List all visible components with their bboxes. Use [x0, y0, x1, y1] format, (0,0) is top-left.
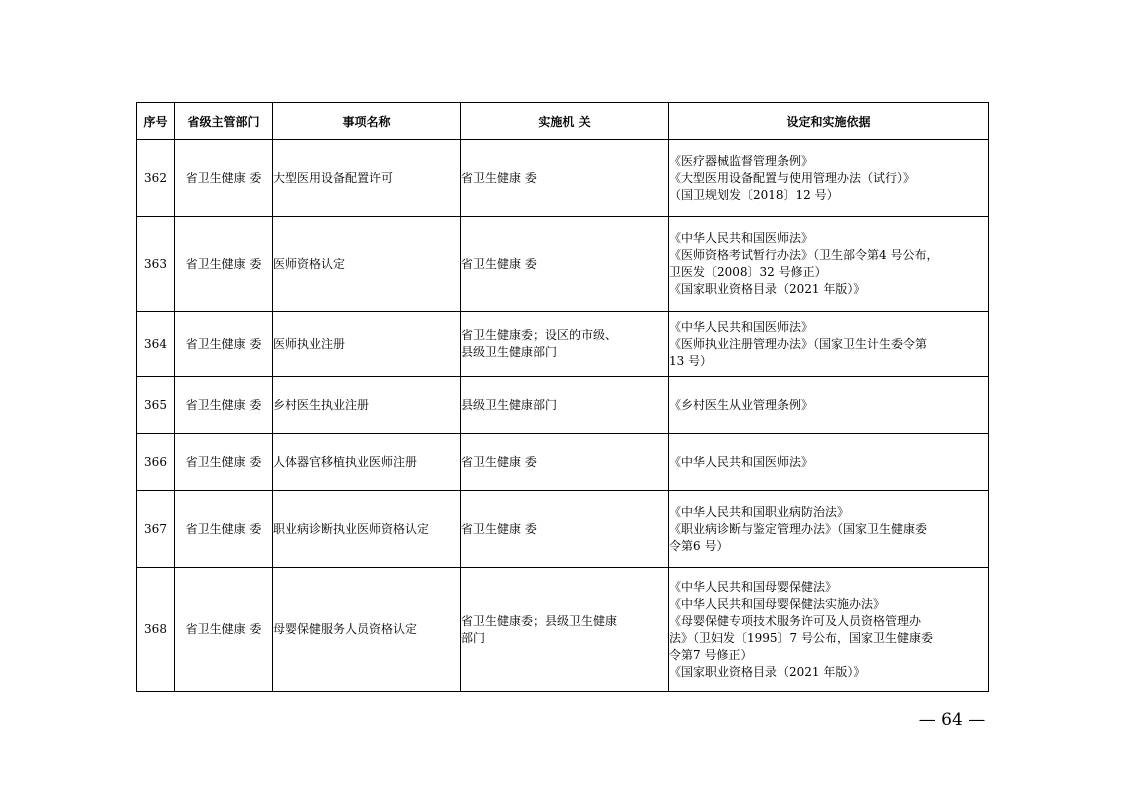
basis-line: 令第6 号） [669, 538, 729, 553]
item-table [136, 102, 989, 692]
basis-line: 令第7 号修正） [669, 647, 753, 662]
cell-no: 362 [137, 140, 175, 217]
basis-line: 《中华人民共和国母婴保健法》 [669, 579, 838, 594]
basis-line: 《母婴保健专项技术服务许可及人员资格管理办 [669, 613, 922, 628]
org-line: 省卫生健康 委 [461, 521, 537, 536]
table-row [137, 377, 989, 434]
table-row [137, 568, 989, 692]
org-line: 省卫生健康 委 [461, 170, 537, 185]
table-row [137, 140, 989, 217]
basis-line: 《中华人民共和国医师法》 [669, 454, 814, 469]
org-line: 省卫生健康 委 [461, 454, 537, 469]
basis-line: 《职业病诊断与鉴定管理办法》（国家卫生健康委 [669, 521, 928, 536]
cell-item: 母婴保健服务人员资格认定 [273, 568, 461, 692]
table-row [137, 434, 989, 491]
basis-line: 《中华人民共和国医师法》 [669, 231, 814, 245]
cell-dept: 省卫生健康 委 [175, 491, 273, 568]
org-line: 县级卫生健康部门 [461, 397, 558, 412]
cell-no: 365 [137, 377, 175, 434]
basis-line: 《乡村医生从业管理条例》 [669, 397, 814, 412]
cell-no: 368 [137, 568, 175, 692]
cell-basis [669, 434, 989, 491]
basis-line: （国卫规划发〔2018〕12 号） [669, 187, 839, 202]
cell-no: 366 [137, 434, 175, 491]
cell-basis [669, 312, 989, 377]
basis-line: 《医师执业注册管理办法》（国家卫生计生委令第 [669, 336, 928, 351]
cell-org [461, 377, 669, 434]
cell-no: 367 [137, 491, 175, 568]
cell-org [461, 140, 669, 217]
table-row [137, 312, 989, 377]
basis-line: 《中华人民共和国职业病防治法》 [669, 504, 850, 519]
org-line: 县级卫生健康部门 [461, 345, 558, 359]
cell-item: 医师执业注册 [273, 312, 461, 377]
table-row [137, 491, 989, 568]
cell-dept: 省卫生健康 委 [175, 434, 273, 491]
header-dept: 省级主管部门 [175, 103, 273, 140]
cell-no: 364 [137, 312, 175, 377]
cell-basis [669, 491, 989, 568]
org-line: 省卫生健康委；设区的市级、 [461, 328, 618, 342]
header-org: 实施机 关 [461, 103, 669, 140]
cell-dept: 省卫生健康 委 [175, 217, 273, 312]
cell-org [461, 312, 669, 377]
cell-basis [669, 217, 989, 312]
basis-line: 《中华人民共和国医师法》 [669, 319, 814, 334]
header-basis: 设定和实施依据 [669, 103, 989, 140]
cell-basis [669, 377, 989, 434]
cell-item: 医师资格认定 [273, 217, 461, 312]
cell-org [461, 434, 669, 491]
cell-item: 职业病诊断执业医师资格认定 [273, 491, 461, 568]
cell-basis [669, 568, 989, 692]
cell-dept: 省卫生健康 委 [175, 377, 273, 434]
header-row [137, 103, 989, 140]
basis-line: 《医师资格考试暂行办法》（卫生部令第4 号公布， [669, 248, 939, 262]
cell-org [461, 217, 669, 312]
page-number: — 64 — [918, 710, 986, 730]
header-item: 事项名称 [273, 103, 461, 140]
basis-line: 《国家职业资格目录（2021 年版）》 [669, 282, 866, 296]
cell-item: 乡村医生执业注册 [273, 377, 461, 434]
cell-dept: 省卫生健康 委 [175, 140, 273, 217]
cell-dept: 省卫生健康 委 [175, 312, 273, 377]
cell-item: 大型医用设备配置许可 [273, 140, 461, 217]
cell-item: 人体器官移植执业医师注册 [273, 434, 461, 491]
basis-line: 《国家职业资格目录（2021 年版）》 [669, 664, 866, 679]
cell-org [461, 491, 669, 568]
cell-no: 363 [137, 217, 175, 312]
basis-line: 法》（卫妇发〔1995〕7 号公布，国家卫生健康委 [669, 630, 933, 645]
cell-dept: 省卫生健康 委 [175, 568, 273, 692]
org-line: 省卫生健康委；县级卫生健康 [461, 613, 618, 628]
basis-line: 《大型医用设备配置与使用管理办法（试行）》 [669, 170, 916, 185]
org-line: 部门 [461, 630, 486, 645]
cell-org [461, 568, 669, 692]
table-row [137, 217, 989, 312]
header-no: 序号 [137, 103, 175, 140]
org-line: 省卫生健康 委 [461, 256, 537, 271]
basis-line: 卫医发〔2008〕32 号修正） [669, 265, 827, 279]
cell-basis [669, 140, 989, 217]
basis-line: 《医疗器械监督管理条例》 [669, 153, 814, 168]
basis-line: 13 号） [669, 353, 713, 368]
basis-line: 《中华人民共和国母婴保健法实施办法》 [669, 596, 886, 611]
